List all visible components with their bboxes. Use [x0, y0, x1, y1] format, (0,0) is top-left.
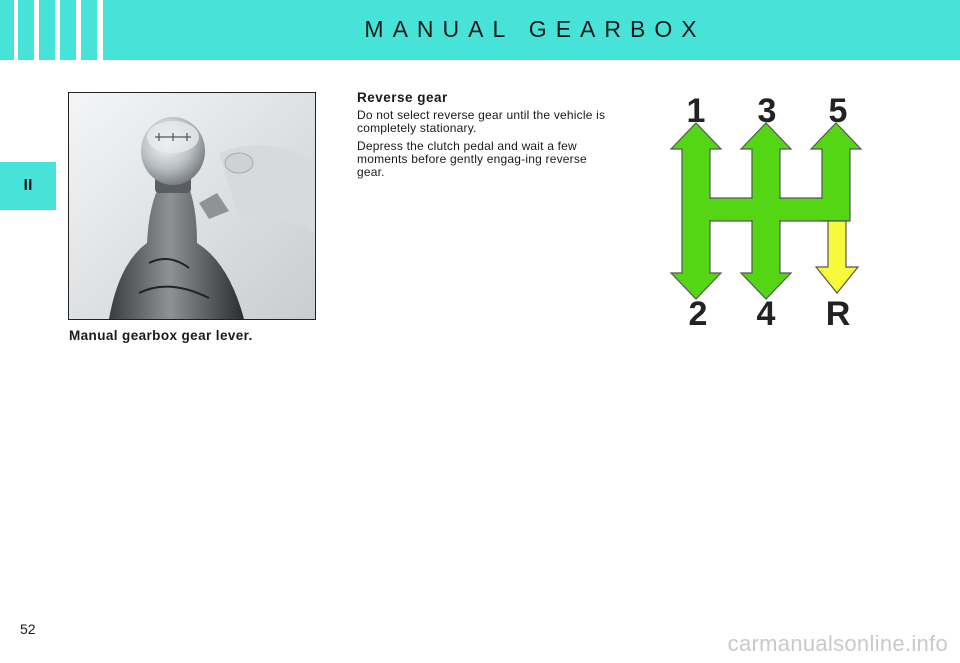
- reverse-gear-section: [357, 90, 607, 184]
- gear-shift-diagram: [650, 85, 880, 335]
- page-header: [0, 0, 960, 60]
- header-stripe: [76, 0, 81, 60]
- gear-lever-illustration: [69, 93, 315, 319]
- gear-label-top: 5: [828, 92, 848, 130]
- page-title: MANUAL GEARBOX: [364, 16, 706, 42]
- gear-label-bottom: R: [825, 295, 851, 333]
- header-stripe: [34, 0, 39, 60]
- reverse-gear-arrow: [816, 221, 858, 293]
- header-stripe: [14, 0, 18, 60]
- photo-caption: Manual gearbox gear lever.: [69, 328, 253, 343]
- section-heading: Reverse gear: [357, 90, 448, 105]
- gear-label-bottom: 4: [756, 295, 776, 333]
- chapter-tab-label: II: [23, 177, 33, 194]
- section-paragraph: Do not select reverse gear until the vehicle is completely stationary.: [357, 108, 606, 135]
- watermark: carmanualsonline.info: [727, 631, 948, 656]
- gear-label-top: 1: [686, 92, 706, 130]
- gear-lever-photo: [68, 92, 316, 320]
- gear-label-top: 3: [757, 92, 777, 130]
- header-stripe: [55, 0, 60, 60]
- page-number: 52: [20, 621, 36, 637]
- header-stripe: [97, 0, 103, 60]
- chapter-tab: [0, 162, 56, 210]
- gear-label-bottom: 2: [688, 295, 708, 333]
- section-paragraph: Depress the clutch pedal and wait a few moments before gently engag-ing reverse gear.: [357, 139, 587, 179]
